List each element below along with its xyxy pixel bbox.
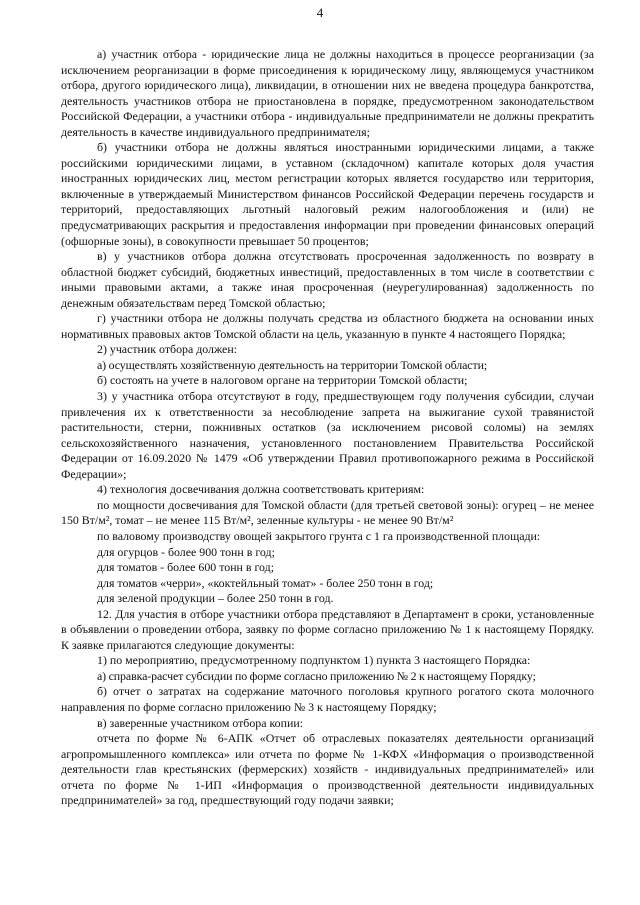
paragraph-1-measure: 1) по мероприятию, предусмотренному подпунктом 1) пункта 3 настоящего Порядка: bbox=[97, 653, 531, 668]
paragraph-4-lighting-criteria: 4) технология досвечивания должна соответствовать критериям: bbox=[97, 482, 425, 497]
paragraph-b-foreign-entities: б) участники отбора не должны являться иностранными юридическими лицами, а также российскими юридическими лицами, в уставном (складочном) капитале которых доля участия иностранных юридических лиц, местом регистрации которых является государство или территория, включенные в утверждаемый Министерством финансов Российской Федерации перечень государств и территорий, предоставляющих льготный налоговый режим налогообложения и (или) не предусматривающих раскрытия и предоставления информации при проведении финансовых операций (офшорные зоны), в совокупности превышает 50 процентов; bbox=[61, 140, 594, 248]
paragraph-2b-tax-registration: б) состоять на учете в налоговом органе на территории Томской области; bbox=[97, 373, 468, 388]
paragraph-tomatoes: для томатов - более 600 тонн в год; bbox=[97, 560, 275, 575]
paragraph-cucumbers: для огурцов - более 900 тонн в год; bbox=[97, 544, 275, 559]
paragraph-2a-territory: а) осуществлять хозяйственную деятельность на территории Томской области; bbox=[97, 357, 488, 372]
paragraph-a-reorganization: а) участник отбора - юридические лица не должны находиться в процессе реорганизации (за исключением реорганизации в форме присоединения к юридическому лицу, являющемуся участником отбора, другого юридического лица), ликвидации, в отношении них не введена процедура банкротства, деятельность участников отбора не приостановлена в порядке, предусмотренном законодательством Российской Федерации, а участники отбора - индивидуальные предприниматели не должны прекратить деятельность в качестве индивидуального предпринимателя; bbox=[61, 47, 594, 139]
paragraph-g-other-funds: г) участники отбора не должны получать средства из областного бюджета на основании иных нормативных правовых актов Томской области на цель, указанную в пункте 4 настоящего Порядка; bbox=[61, 311, 594, 341]
paragraph-gross-production: по валовому производству овощей закрытого грунта с 1 га производственной площади: bbox=[97, 528, 541, 543]
paragraph-v-certified-copies: в) заверенные участником отбора копии: bbox=[97, 715, 304, 730]
page-number: 4 bbox=[316, 5, 324, 20]
paragraph-3-burning-ban: 3) у участника отбора отсутствуют в году, предшествующем году получения субсидии, случаи привлечения их к ответственности за несоблюдение запрета на выжигание сухой травянистой растительности, стерни, пожнивных остатков (за исключением рисовой соломы) на землях сельскохозяйственного назначения, установленного постановлением Правительства Российской Федерации от 16.09.2020 № 1479 «Об утверждении Правил противопожарного режима в Российской Федерации»; bbox=[61, 389, 594, 481]
paragraph-report-forms: отчета по форме № 6-АПК «Отчет об отраслевых показателях деятельности организаций агропромышленного комплекса» или отчета по форме № 1-КФХ «Информация о производственной деятельности глав крестьянских (фермерских) хозяйств - индивидуальных предпринимателей» или отчета по форме № 1-ИП «Информация о производственной деятельности индивидуальных предпринимателей» за год, предшествующий году подачи заявки; bbox=[61, 731, 594, 808]
paragraph-a-calculation: а) справка-расчет субсидии по форме согласно приложению № 2 к настоящему Порядку; bbox=[97, 668, 536, 683]
paragraph-v-debt: в) у участников отбора должна отсутствовать просроченная задолженность по возврату в областной бюджет субсидий, бюджетных инвестиций, предоставленных в том числе в соответствии с иными правовыми актами, а также иная просроченная (неурегулированная) задолженность по денежным обязательствам перед Томской областью; bbox=[61, 249, 594, 310]
document-body bbox=[61, 47, 594, 809]
paragraph-12-application: 12. Для участия в отборе участники отбора представляют в Департамент в сроки, установленные в объявлении о проведении отбора, заявку по форме согласно приложению № 1 к настоящему Порядку. К заявке прилагаются следующие документы: bbox=[61, 606, 594, 652]
paragraph-lighting-power: по мощности досвечивания для Томской области (для третьей световой зоны): огурец – не менее 150 Вт/м², томат – не менее 115 Вт/м², зеленные культуры - не менее 90 Вт/м² bbox=[61, 497, 594, 528]
paragraph-b-cost-report: б) отчет о затратах на содержание маточного поголовья крупного рогатого скота молочного направления по форме согласно приложению № 3 к настоящему Порядку; bbox=[61, 684, 594, 714]
paragraph-cherry-tomatoes: для томатов «черри», «коктейльный томат» - более 250 тонн в год; bbox=[97, 575, 434, 590]
paragraph-2-participant-must: 2) участник отбора должен: bbox=[97, 342, 237, 357]
paragraph-greens: для зеленой продукции – более 250 тонн в год. bbox=[97, 591, 334, 606]
